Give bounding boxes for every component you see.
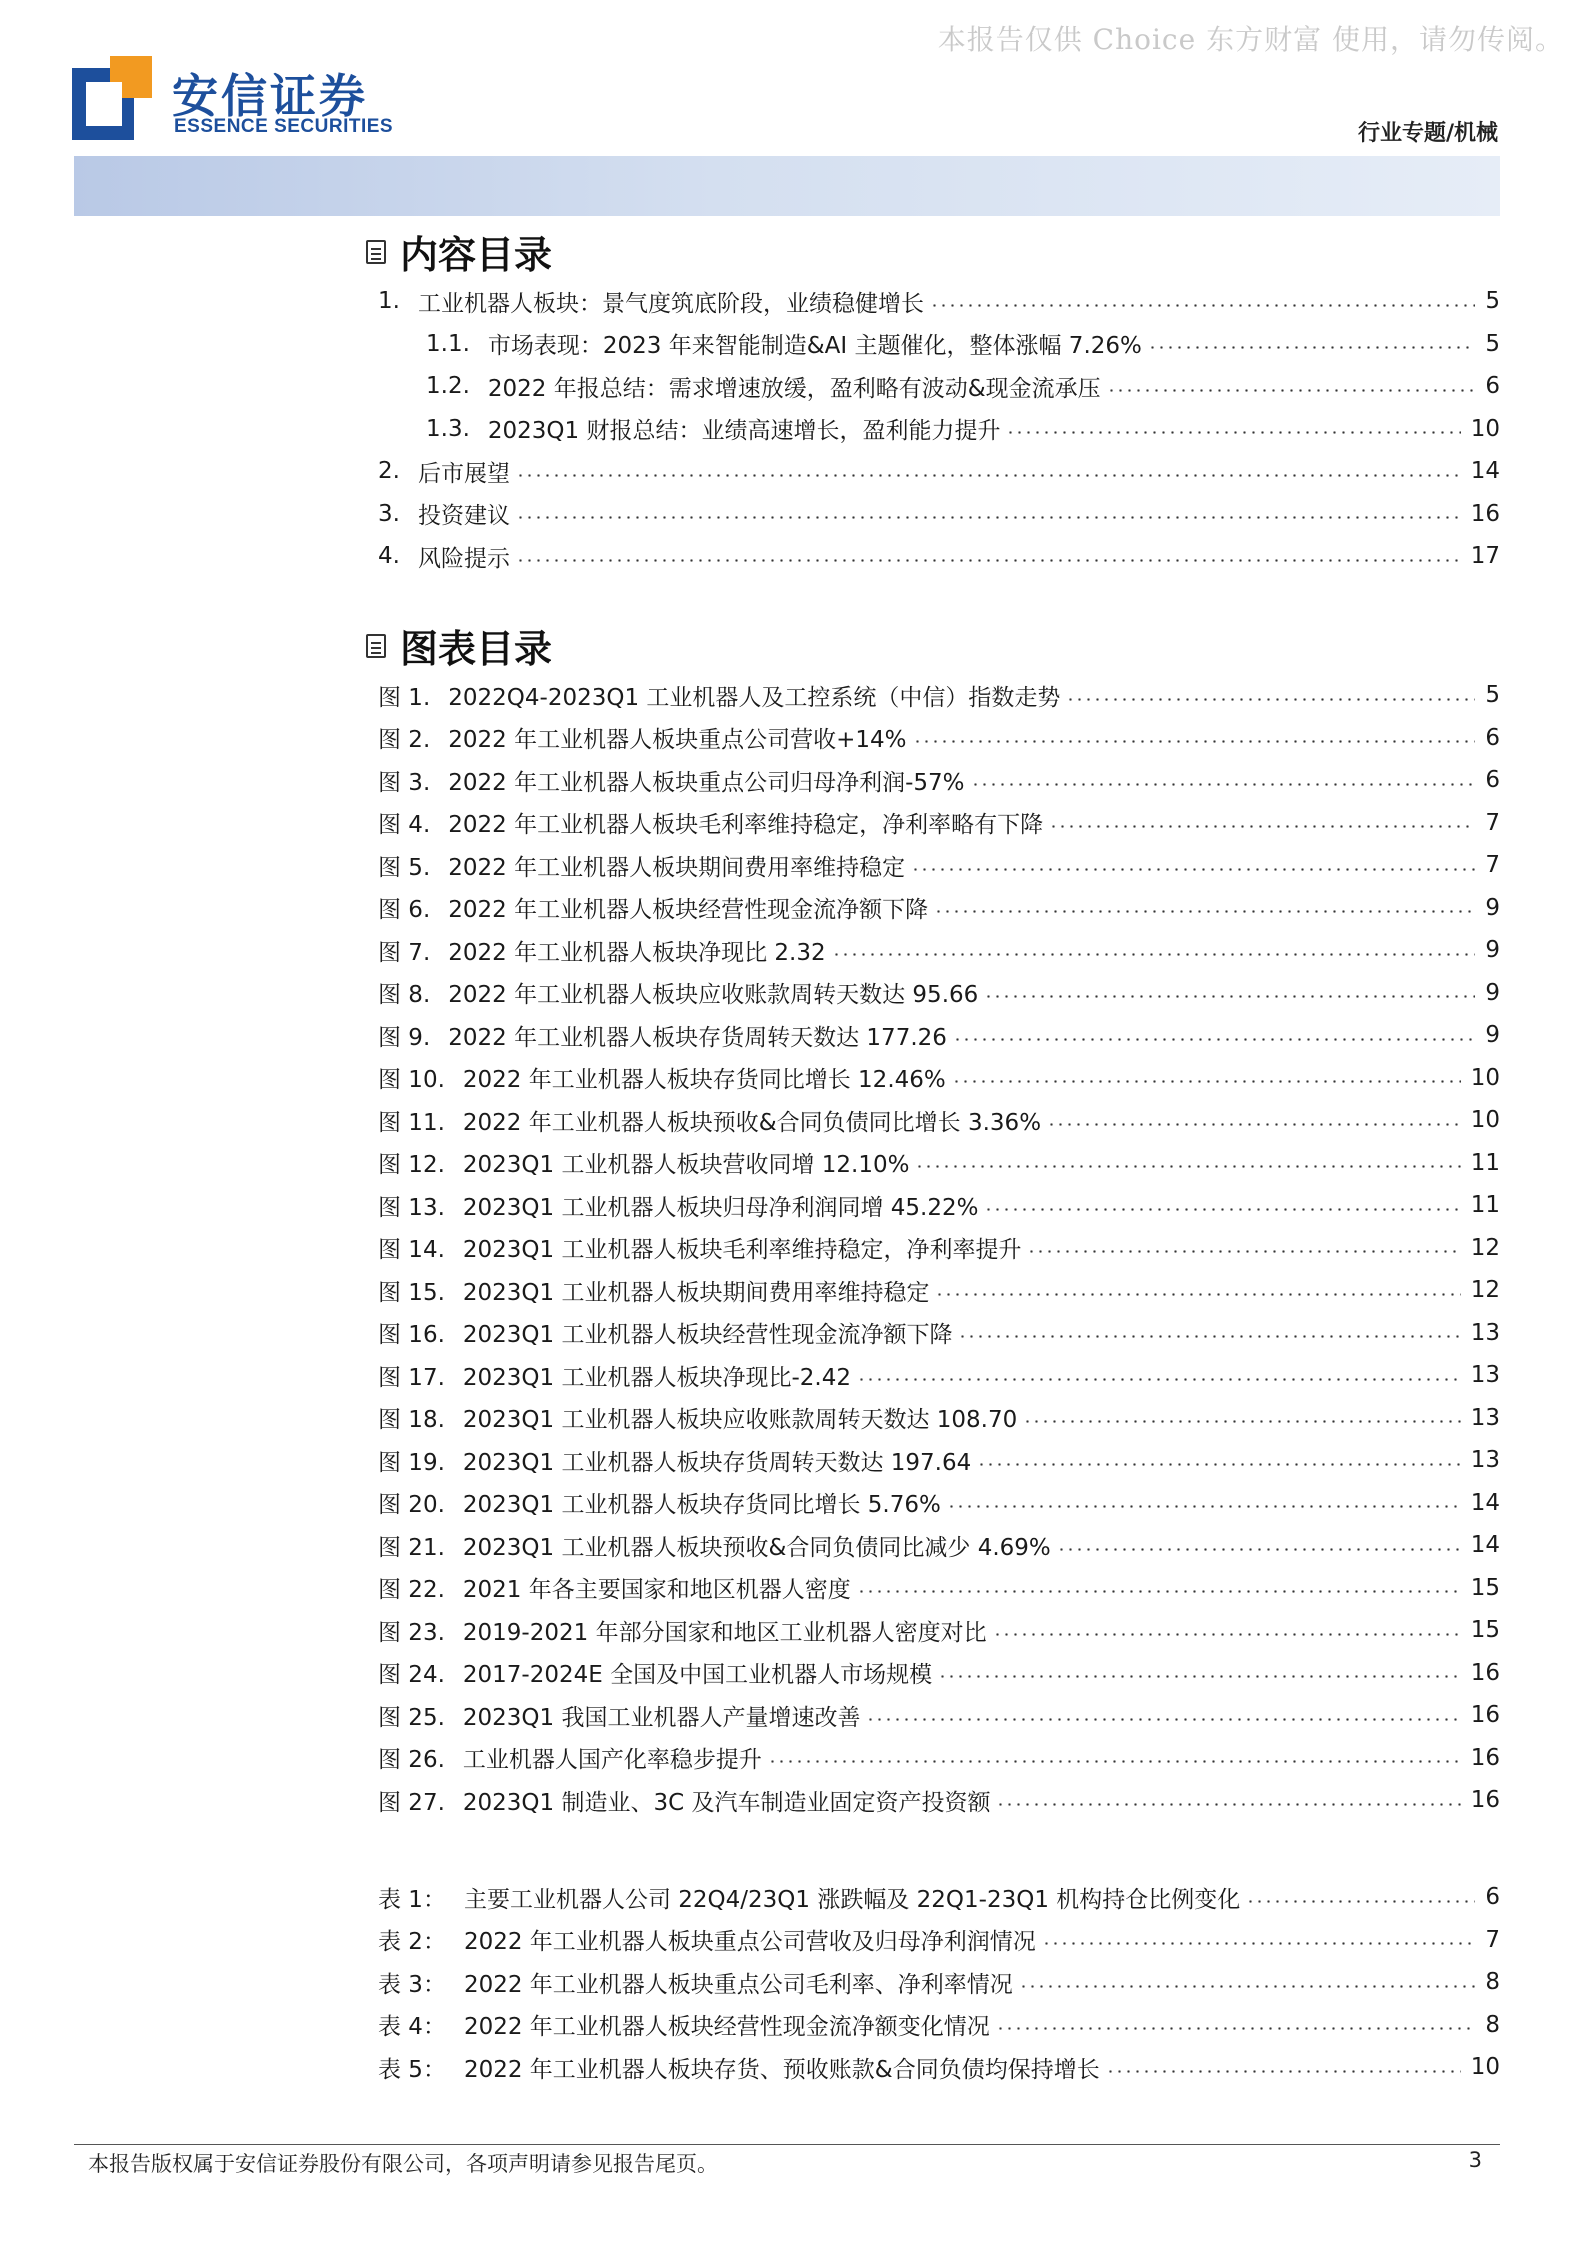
company-logo xyxy=(72,56,412,146)
toc-entry-page: 16 xyxy=(1470,1659,1500,1686)
toc-entry-page: 9 xyxy=(1485,979,1500,1006)
toc-entry-title: 2022 年工业机器人板块应收账款周转天数达 95.66 xyxy=(448,982,979,1009)
toc-entry[interactable] xyxy=(378,535,1500,578)
toc-entry-number: 图 14. xyxy=(378,1237,445,1264)
toc-entry-title: 2023Q1 工业机器人板块经营性现金流净额下降 xyxy=(462,1322,953,1349)
toc-entry-page: 8 xyxy=(1485,2011,1500,2038)
toc-entry[interactable] xyxy=(378,1524,1500,1567)
page-number: 3 xyxy=(1468,2148,1482,2172)
toc-entry[interactable] xyxy=(378,1652,1500,1695)
toc-entry-number: 图 18. xyxy=(378,1407,445,1434)
toc-entry[interactable] xyxy=(378,802,1500,845)
toc-entry[interactable] xyxy=(378,887,1500,930)
toc-entry-number: 1.2. xyxy=(426,373,470,400)
toc-entry-title: 2022 年工业机器人板块经营性现金流净额下降 xyxy=(448,897,929,924)
toc-entry-page: 7 xyxy=(1485,809,1500,836)
toc-entry[interactable] xyxy=(378,2046,1500,2089)
toc-dot-leader xyxy=(857,1378,1461,1381)
toc-entry-page: 6 xyxy=(1485,1884,1500,1911)
toc-entry-title: 2022 年工业机器人板块存货同比增长 12.46% xyxy=(462,1067,946,1094)
toc-dot-leader xyxy=(1047,1123,1461,1126)
toc-entry-page: 16 xyxy=(1470,1702,1500,1729)
logo-chinese-name: 安信证券 xyxy=(172,69,368,123)
toc-entry-number: 图 26. xyxy=(378,1747,445,1774)
toc-dot-leader xyxy=(1148,346,1475,349)
toc-dot-leader xyxy=(953,1038,1475,1041)
toc-entry[interactable] xyxy=(378,1694,1500,1737)
toc-entry[interactable] xyxy=(378,1099,1500,1142)
toc-entry[interactable] xyxy=(378,972,1500,1015)
toc-entry-title: 2022 年工业机器人板块经营性现金流净额变化情况 xyxy=(463,2014,990,2041)
toc-entry[interactable] xyxy=(378,450,1500,493)
toc-entry-title: 2023Q1 工业机器人板块归母净利润同增 45.22% xyxy=(462,1194,979,1221)
toc-entry-number: 图 12. xyxy=(378,1152,445,1179)
toc-entry-title: 2022 年报总结：需求增速放缓，盈利略有波动&现金流承压 xyxy=(487,375,1101,402)
toc-entry-page: 5 xyxy=(1485,682,1500,709)
toc-entry-title: 工业机器人国产化率稳步提升 xyxy=(462,1747,762,1774)
toc-entry[interactable] xyxy=(378,1609,1500,1652)
toc-entry-page: 11 xyxy=(1470,1149,1500,1176)
toc-entry-number: 图 20. xyxy=(378,1492,445,1519)
toc-entry-page: 7 xyxy=(1485,852,1500,879)
toc-entry-title: 2023Q1 工业机器人板块营收同增 12.10% xyxy=(462,1152,910,1179)
toc-entry-title: 后市展望 xyxy=(417,460,510,487)
toc-dot-leader xyxy=(930,304,1475,307)
document-list-icon xyxy=(366,634,386,658)
toc-entry[interactable] xyxy=(378,1184,1500,1227)
toc-entry-title: 投资建议 xyxy=(417,503,510,530)
toc-entry[interactable] xyxy=(378,1779,1500,1822)
toc-dot-leader xyxy=(958,1335,1460,1338)
toc-entry-number: 表 4： xyxy=(378,2014,446,2041)
toc-entry[interactable] xyxy=(378,929,1500,972)
toc-entry-number: 图 8. xyxy=(378,982,431,1009)
watermark-text: 本报告仅供 Choice 东方财富 使用，请勿传阅。 xyxy=(937,23,1564,56)
toc-entry[interactable] xyxy=(378,1567,1500,1610)
toc-entry-number: 2. xyxy=(378,458,400,485)
toc-entry-title: 市场表现：2023 年来智能制造&AI 主题催化，整体涨幅 7.26% xyxy=(487,333,1142,360)
toc-dot-leader xyxy=(1246,1900,1475,1903)
toc-entry-title: 2023Q1 工业机器人板块应收账款周转天数达 108.70 xyxy=(462,1407,1018,1434)
toc-entry-page: 13 xyxy=(1470,1319,1500,1346)
toc-dot-leader xyxy=(938,1675,1461,1678)
toc-entry-title: 2022 年工业机器人板块重点公司营收及归母净利润情况 xyxy=(463,1929,1036,1956)
toc-entry-page: 12 xyxy=(1470,1234,1500,1261)
toc-entry-page: 6 xyxy=(1485,724,1500,751)
toc-entry-page: 16 xyxy=(1470,500,1500,527)
toc-entry-number: 图 1. xyxy=(378,684,431,711)
toc-dot-leader xyxy=(977,1463,1460,1466)
toc-entry-title: 2022Q4-2023Q1 工业机器人及工控系统（中信）指数走势 xyxy=(448,684,1061,711)
toc-dot-leader xyxy=(934,910,1475,913)
toc-entry-page: 8 xyxy=(1485,1969,1500,1996)
contents-list xyxy=(378,280,1500,578)
toc-entry[interactable] xyxy=(378,1312,1500,1355)
toc-entry-number: 图 17. xyxy=(378,1364,445,1391)
toc-dot-leader xyxy=(832,953,1476,956)
toc-entry-page: 11 xyxy=(1470,1192,1500,1219)
toc-entry-page: 9 xyxy=(1485,894,1500,921)
toc-dot-leader xyxy=(984,995,1475,998)
toc-dot-leader xyxy=(1106,2070,1461,2073)
toc-entry-title: 2022 年工业机器人板块存货、预收账款&合同负债均保持增长 xyxy=(463,2056,1100,2083)
toc-dot-leader xyxy=(913,740,1476,743)
toc-entry-number: 表 2： xyxy=(378,1929,446,1956)
toc-entry-number: 图 4. xyxy=(378,812,431,839)
toc-entry[interactable] xyxy=(378,323,1500,366)
toc-dot-leader xyxy=(1006,431,1460,434)
toc-entry[interactable] xyxy=(378,1227,1500,1270)
toc-entry-page: 10 xyxy=(1470,2054,1500,2081)
toc-entry-number: 图 9. xyxy=(378,1024,431,1051)
logo-english-name: ESSENCE SECURITIES xyxy=(174,116,394,137)
toc-entry-title: 2023Q1 工业机器人板块存货周转天数达 197.64 xyxy=(462,1449,972,1476)
toc-entry-page: 12 xyxy=(1470,1277,1500,1304)
toc-entry[interactable] xyxy=(378,1919,1500,1962)
toc-entry[interactable] xyxy=(378,844,1500,887)
contents-title xyxy=(366,224,552,279)
toc-dot-leader xyxy=(1066,698,1475,701)
toc-entry[interactable] xyxy=(378,674,1500,717)
toc-entry-number: 图 24. xyxy=(378,1662,445,1689)
toc-entry-title: 2022 年工业机器人板块净现比 2.32 xyxy=(448,939,826,966)
toc-entry-number: 表 1： xyxy=(378,1886,446,1913)
footer-divider xyxy=(74,2144,1500,2145)
toc-entry-page: 13 xyxy=(1470,1447,1500,1474)
toc-entry-title: 2023Q1 工业机器人板块净现比-2.42 xyxy=(462,1364,851,1391)
toc-entry-title: 2022 年工业机器人板块毛利率维持稳定，净利率略有下降 xyxy=(448,812,1044,839)
toc-entry-title: 2023Q1 制造业、3C 及汽车制造业固定资产投资额 xyxy=(462,1789,991,1816)
toc-entry-number: 图 3. xyxy=(378,769,431,796)
toc-entry[interactable] xyxy=(378,408,1500,451)
toc-entry-page: 7 xyxy=(1485,1926,1500,1953)
toc-entry-number: 图 5. xyxy=(378,854,431,881)
toc-entry[interactable] xyxy=(378,280,1500,323)
toc-dot-leader xyxy=(516,559,1461,562)
toc-entry[interactable] xyxy=(378,1142,1500,1185)
toc-dot-leader xyxy=(1019,1985,1476,1988)
toc-dot-leader xyxy=(768,1760,1461,1763)
toc-entry[interactable] xyxy=(378,1269,1500,1312)
document-list-icon xyxy=(366,240,386,264)
toc-entry[interactable] xyxy=(378,365,1500,408)
toc-entry-page: 14 xyxy=(1470,1532,1500,1559)
toc-entry[interactable] xyxy=(378,717,1500,760)
toc-entry-title: 2022 年工业机器人板块存货周转天数达 177.26 xyxy=(448,1024,947,1051)
toc-entry-page: 9 xyxy=(1485,937,1500,964)
toc-entry-number: 图 19. xyxy=(378,1449,445,1476)
toc-entry-number: 表 3： xyxy=(378,1971,446,1998)
toc-entry[interactable] xyxy=(378,1961,1500,2004)
toc-entry[interactable] xyxy=(378,2004,1500,2047)
toc-dot-leader xyxy=(857,1590,1461,1593)
toc-dot-leader xyxy=(915,1165,1460,1168)
toc-entry-number: 3. xyxy=(378,500,400,527)
toc-entry-page: 10 xyxy=(1470,1064,1500,1091)
toc-dot-leader xyxy=(866,1718,1460,1721)
toc-entry-number: 图 13. xyxy=(378,1194,445,1221)
toc-dot-leader xyxy=(947,1505,1461,1508)
toc-entry-page: 5 xyxy=(1485,288,1500,315)
toc-entry-title: 2022 年工业机器人板块预收&合同负债同比增长 3.36% xyxy=(462,1109,1042,1136)
logo-mark-icon xyxy=(72,56,152,140)
toc-entry-title: 2023Q1 财报总结：业绩高速增长，盈利能力提升 xyxy=(487,418,1001,445)
toc-dot-leader xyxy=(952,1080,1461,1083)
toc-entry-page: 16 xyxy=(1470,1744,1500,1771)
toc-dot-leader xyxy=(1107,389,1476,392)
toc-entry-page: 9 xyxy=(1485,1022,1500,1049)
toc-entry-page: 6 xyxy=(1485,373,1500,400)
toc-dot-leader xyxy=(935,1293,1460,1296)
toc-dot-leader xyxy=(1027,1250,1460,1253)
toc-entry[interactable] xyxy=(378,1057,1500,1100)
toc-entry-page: 15 xyxy=(1470,1617,1500,1644)
toc-entry-page: 13 xyxy=(1470,1362,1500,1389)
toc-entry[interactable] xyxy=(378,1737,1500,1780)
toc-entry-number: 4. xyxy=(378,543,400,570)
toc-entry-number: 表 5： xyxy=(378,2056,446,2083)
figures-list xyxy=(378,674,1500,1822)
toc-entry-number: 图 23. xyxy=(378,1619,445,1646)
toc-entry[interactable] xyxy=(378,493,1500,536)
toc-entry-page: 16 xyxy=(1470,1787,1500,1814)
toc-entry-number: 1. xyxy=(378,288,400,315)
contents-title-text: 内容目录 xyxy=(400,233,553,277)
toc-entry[interactable] xyxy=(378,1439,1500,1482)
toc-dot-leader xyxy=(971,783,1476,786)
toc-entry-title: 主要工业机器人公司 22Q4/23Q1 涨跌幅及 22Q1-23Q1 机构持仓比例变化 xyxy=(463,1886,1241,1913)
toc-entry-title: 2021 年各主要国家和地区机器人密度 xyxy=(462,1577,851,1604)
figures-title xyxy=(366,618,552,673)
toc-entry-page: 15 xyxy=(1470,1574,1500,1601)
toc-entry[interactable] xyxy=(378,1014,1500,1057)
toc-entry-number: 1.3. xyxy=(426,415,470,442)
tables-list xyxy=(378,1876,1500,2089)
toc-entry-number: 图 11. xyxy=(378,1109,445,1136)
toc-entry-page: 5 xyxy=(1485,330,1500,357)
toc-entry-number: 图 15. xyxy=(378,1279,445,1306)
toc-entry-page: 13 xyxy=(1470,1404,1500,1431)
toc-entry-title: 2023Q1 工业机器人板块毛利率维持稳定，净利率提升 xyxy=(462,1237,1022,1264)
toc-entry-title: 2022 年工业机器人板块重点公司营收+14% xyxy=(448,727,907,754)
toc-entry-title: 工业机器人板块：景气度筑底阶段，业绩稳健增长 xyxy=(417,290,924,317)
toc-dot-leader xyxy=(996,2027,1476,2030)
toc-entry-title: 2023Q1 工业机器人板块预收&合同负债同比减少 4.69% xyxy=(462,1534,1051,1561)
toc-dot-leader xyxy=(1057,1548,1461,1551)
toc-entry-title: 2022 年工业机器人板块期间费用率维持稳定 xyxy=(448,854,906,881)
toc-entry-title: 风险提示 xyxy=(417,545,510,572)
header-banner xyxy=(74,156,1500,216)
toc-entry-number: 图 25. xyxy=(378,1704,445,1731)
toc-entry-page: 14 xyxy=(1470,458,1500,485)
toc-dot-leader xyxy=(911,868,1475,871)
toc-dot-leader xyxy=(993,1633,1461,1636)
toc-entry-title: 2023Q1 工业机器人板块存货同比增长 5.76% xyxy=(462,1492,941,1519)
footer-disclaimer: 本报告版权属于安信证券股份有限公司，各项声明请参见报告尾页。 xyxy=(88,2152,718,2176)
toc-entry-page: 10 xyxy=(1470,415,1500,442)
toc-entry-number: 图 6. xyxy=(378,897,431,924)
toc-entry-title: 2023Q1 工业机器人板块期间费用率维持稳定 xyxy=(462,1279,930,1306)
toc-entry-number: 图 27. xyxy=(378,1789,445,1816)
toc-dot-leader xyxy=(996,1803,1460,1806)
toc-entry[interactable] xyxy=(378,759,1500,802)
figures-title-text: 图表目录 xyxy=(400,627,553,671)
toc-entry-page: 6 xyxy=(1485,767,1500,794)
toc-entry-title: 2023Q1 我国工业机器人产量增速改善 xyxy=(462,1704,861,1731)
toc-entry[interactable] xyxy=(378,1354,1500,1397)
toc-dot-leader xyxy=(516,516,1461,519)
toc-entry-page: 14 xyxy=(1470,1489,1500,1516)
toc-dot-leader xyxy=(1049,825,1475,828)
toc-entry-number: 图 2. xyxy=(378,727,431,754)
toc-entry-number: 图 21. xyxy=(378,1534,445,1561)
toc-dot-leader xyxy=(984,1208,1460,1211)
toc-entry-title: 2022 年工业机器人板块重点公司毛利率、净利率情况 xyxy=(463,1971,1013,1998)
toc-dot-leader xyxy=(1042,1942,1476,1945)
toc-dot-leader xyxy=(1023,1420,1460,1423)
toc-entry-title: 2022 年工业机器人板块重点公司归母净利润-57% xyxy=(448,769,965,796)
toc-entry[interactable] xyxy=(378,1482,1500,1525)
toc-entry-number: 图 10. xyxy=(378,1067,445,1094)
toc-entry-title: 2017-2024E 全国及中国工业机器人市场规模 xyxy=(462,1662,933,1689)
toc-entry-number: 图 7. xyxy=(378,939,431,966)
toc-entry-number: 图 22. xyxy=(378,1577,445,1604)
toc-dot-leader xyxy=(516,474,1461,477)
toc-entry-page: 10 xyxy=(1470,1107,1500,1134)
toc-entry-number: 1.1. xyxy=(426,330,470,357)
toc-entry-title: 2019-2021 年部分国家和地区工业机器人密度对比 xyxy=(462,1619,987,1646)
report-category: 行业专题/机械 xyxy=(1357,121,1498,146)
toc-entry-number: 图 16. xyxy=(378,1322,445,1349)
toc-entry-page: 17 xyxy=(1470,543,1500,570)
toc-entry[interactable] xyxy=(378,1876,1500,1919)
toc-entry[interactable] xyxy=(378,1397,1500,1440)
